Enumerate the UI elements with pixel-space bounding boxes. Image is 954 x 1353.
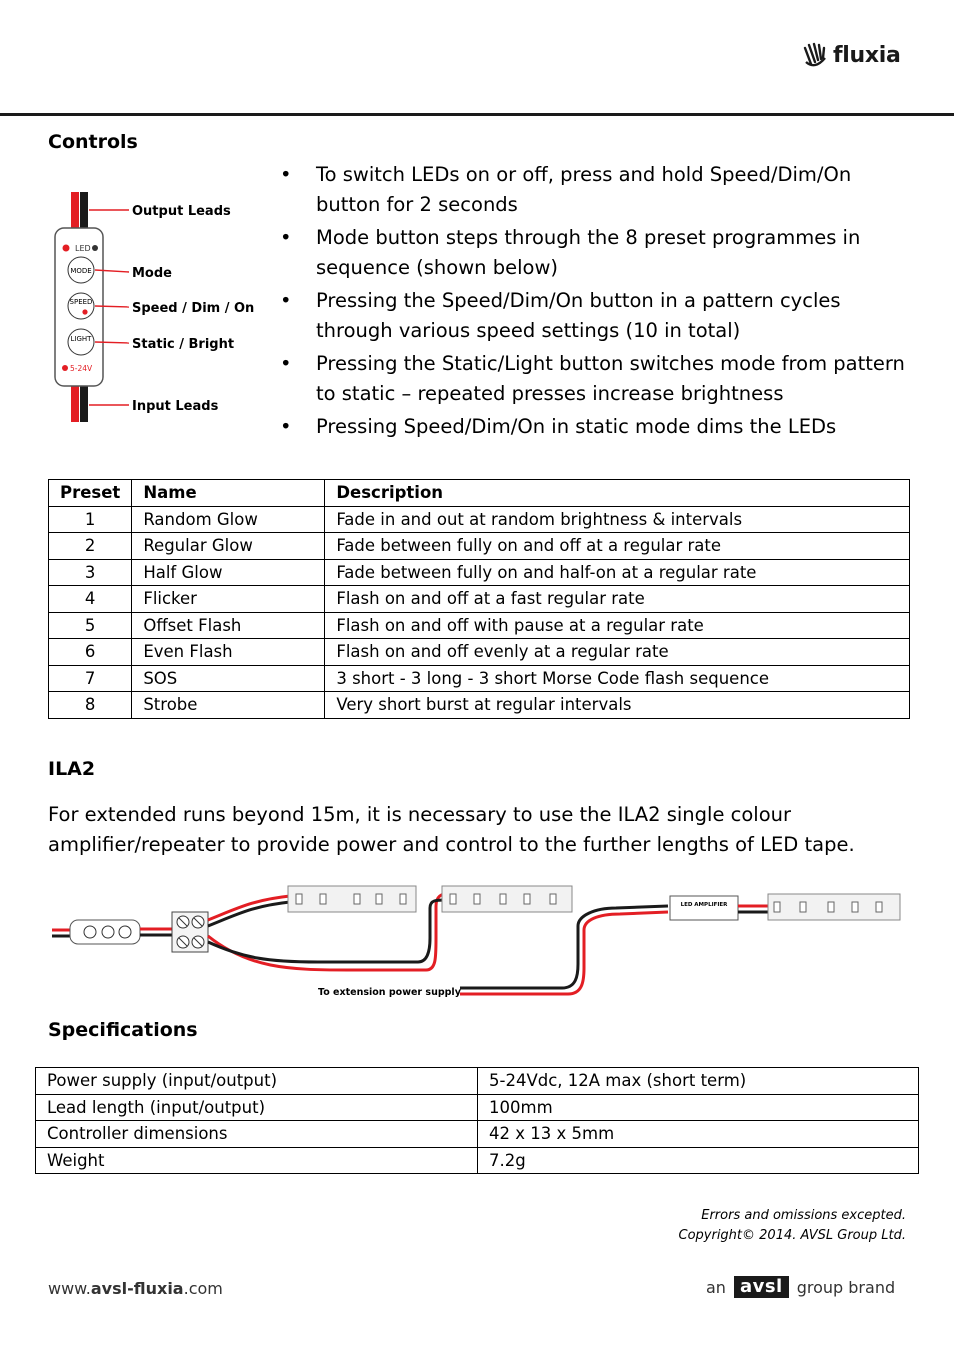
light-button-label: LIGHT [70, 335, 92, 343]
led-strip-icon [288, 886, 416, 912]
brand-name: fluxia [833, 42, 901, 68]
bullet-item: • To switch LEDs on or off, press and hold Speed/Dim/On button for 2 seconds [280, 163, 852, 216]
avsl-brand-mark: an avsl group brand [706, 1276, 896, 1297]
amplifier-icon [670, 896, 738, 920]
speed-dim-on-label: Speed / Dim / On [132, 301, 255, 316]
ila2-wiring-diagram [48, 878, 908, 1002]
table-header-row [49, 480, 910, 507]
amplifier-label: LED AMPLIFIER [680, 902, 728, 908]
mode-label: Mode [132, 266, 172, 281]
footer-disclaimer [679, 1206, 907, 1246]
ila2-description: For extended runs beyond 15m, it is necessary to use the ILA2 single colour amplifier/repeater to provide power and control to the further lengths of LED tape. [48, 803, 855, 856]
table-row: 6 Even Flash Flash on and off evenly at a regular rate [49, 639, 910, 666]
extension-power-label: To extension power supply [318, 987, 461, 998]
errors-note: Errors and omissions excepted. [701, 1208, 906, 1223]
output-leads-label: Output Leads [132, 204, 231, 219]
header-divider [0, 113, 954, 116]
ila2-heading: ILA2 [48, 758, 96, 780]
preset-table [48, 479, 910, 719]
voltage-label: 5-24V [70, 364, 93, 373]
fluxia-logo [803, 42, 901, 68]
table-row: Weight 7.2g [36, 1147, 919, 1174]
bullet-item: • Mode button steps through the 8 preset programmes in sequence (shown below) [280, 226, 861, 279]
col-description-header: Description [325, 480, 910, 507]
bullet-item: • Pressing the Static/Light button switches mode from pattern to static – repeated presses increase brightness [280, 352, 905, 405]
bullet-item: • Pressing Speed/Dim/On in static mode dims the LEDs [280, 415, 837, 438]
specifications-heading: Specifications [48, 1019, 198, 1041]
static-bright-label: Static / Bright [132, 337, 235, 352]
avsl-logo: avsl [734, 1276, 789, 1298]
table-row: Controller dimensions 42 x 13 x 5mm [36, 1121, 919, 1148]
bullet-item: • Pressing the Speed/Dim/On button in a pattern cycles through various speed settings (10 in total) [280, 289, 841, 342]
table-row: 4 Flicker Flash on and off at a fast regular rate [49, 586, 910, 613]
table-row: 7 SOS 3 short - 3 long - 3 short Morse Code flash sequence [49, 665, 910, 692]
fluxia-hand-icon [803, 42, 829, 68]
input-leads-label: Input Leads [132, 399, 219, 414]
controller-diagram [45, 188, 260, 428]
table-row: 2 Regular Glow Fade between fully on and off at a regular rate [49, 533, 910, 560]
table-row: Lead length (input/output) 100mm [36, 1094, 919, 1121]
table-row: 8 Strobe Very short burst at regular intervals [49, 692, 910, 719]
specifications-table [35, 1067, 919, 1174]
controls-heading: Controls [48, 131, 138, 153]
col-preset-header: Preset [49, 480, 132, 507]
speed-button-label: SPEED [69, 298, 93, 306]
table-row: Power supply (input/output) 5-24Vdc, 12A max (short term) [36, 1068, 919, 1095]
col-name-header: Name [132, 480, 325, 507]
table-row: 5 Offset Flash Flash on and off with pause at a regular rate [49, 612, 910, 639]
copyright-note: Copyright© 2014. AVSL Group Ltd. [678, 1228, 906, 1243]
controls-bullet-list [270, 160, 910, 446]
table-row: 3 Half Glow Fade between fully on and half-on at a regular rate [49, 559, 910, 586]
mode-button-label: MODE [70, 267, 92, 275]
led-indicator-label: LED [75, 244, 91, 253]
table-row: 1 Random Glow Fade in and out at random brightness & intervals [49, 506, 910, 533]
website-link[interactable]: www.avsl-fluxia.com [48, 1279, 223, 1298]
